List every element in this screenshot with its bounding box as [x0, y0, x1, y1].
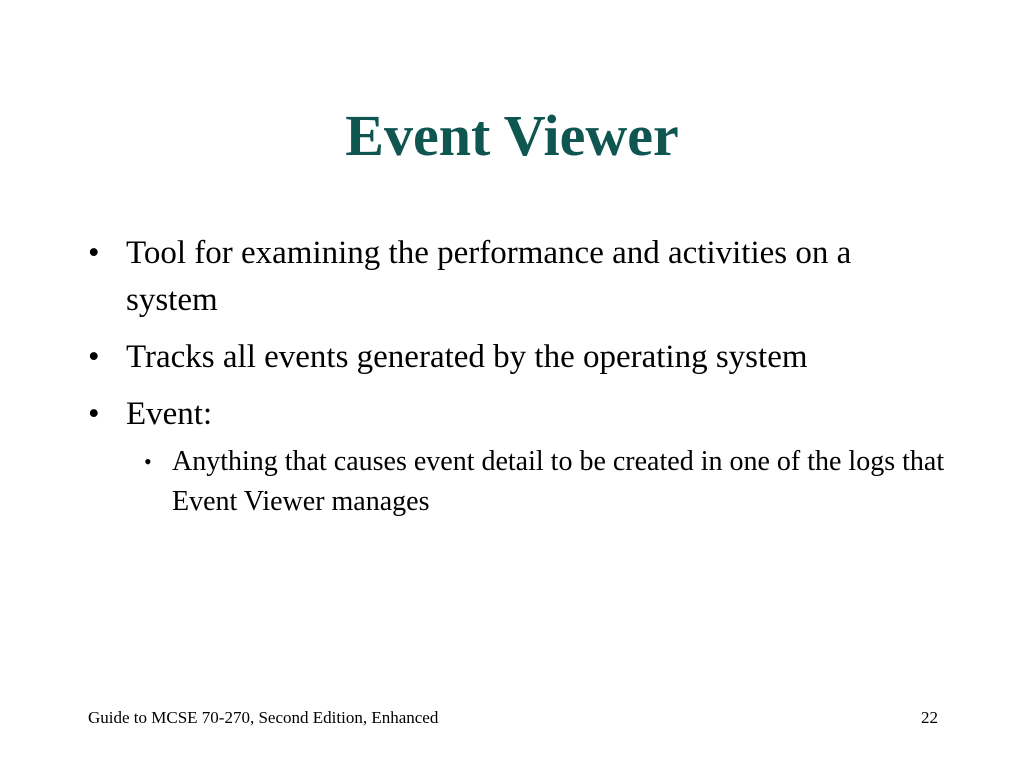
bullet-text: Tool for examining the performance and activities on a system — [126, 235, 852, 318]
bullet-text: Event: — [126, 396, 213, 432]
bullet-item — [88, 334, 948, 381]
sub-bullet-list — [144, 442, 948, 522]
slide-title: Event Viewer — [345, 103, 679, 168]
page-number: 22 — [921, 708, 938, 727]
bullet-icon: • — [88, 339, 100, 375]
bullet-text: Tracks all events generated by the operating system — [126, 339, 808, 375]
bullet-item — [88, 230, 948, 324]
sub-bullet-icon: • — [144, 449, 152, 474]
sub-bullet-item — [144, 442, 948, 522]
bullet-icon: • — [88, 235, 100, 271]
sub-bullet-text: Anything that causes event detail to be created in one of the logs that Event Viewer manages — [172, 446, 945, 517]
bullet-list — [88, 230, 948, 532]
bullet-icon: • — [88, 396, 100, 432]
bullet-item — [88, 391, 948, 522]
footer-text: Guide to MCSE 70-270, Second Edition, Enhanced — [88, 708, 439, 727]
